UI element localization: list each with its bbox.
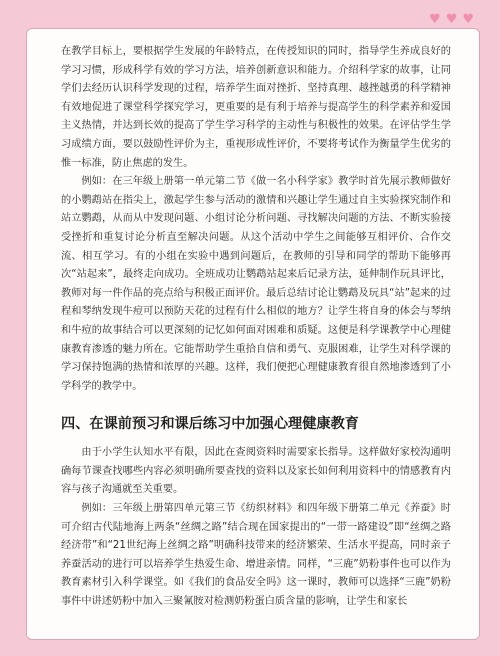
document-page: [26, 28, 480, 640]
heart-icon: ♥: [445, 12, 458, 27]
heart-icon: ♥: [429, 12, 441, 27]
paragraph-example-parrot: 例如：在三年级上册第一单元第二节《做一名小科学家》教学时首先展示教师做好的小鹦鹉站在指尖上，激起学生参与活动的激情和兴趣让学生通过自主实验探究制作和站立鹦鹉，从而从中发现问题、小组讨论分析问题、寻找解决问题的方法、不断实验接受挫折和重复讨论分析直至解决问题。从这个活动中学生之间能够互相评价、合作交流、相互学习。有的小组在实验中遇到问题后，在教师的引导和同学的帮助下能够再次“站起来”，最终走向成功。全班成功让鹦鹉站起来后记录方法，延伸制作玩具评比，教师对每一件作品的亮点给与积极正面评价。最后总结讨论让鹦鹉及玩具“站”起来的过程和琴纳发现牛痘可以预防天花的过程有什么相似的地方？让学生将自身的体会与琴纳和牛痘的故事结合可以更深刻的记忆如何面对困难和质疑。这便是科学课教学中心理健康教育渗透的魅力所在。它能帮助学生重拾自信和勇气、克服困难，让学生对科学课的学习保持饱满的热情和浓厚的兴趣。这样，我们便把心理健康教育很自然地渗透到了小学科学的教学中。: [61, 176, 451, 392]
section-heading: 四、在课前预习和课后练习中加强心理健康教育: [61, 416, 359, 433]
article-body: [61, 43, 451, 612]
paragraph-teaching-goals: 在教学目标上，要根据学生发展的年龄特点，在传授知识的同时，指导学生养成良好的学习习惯，形成科学有效的学习方法，培养创新意识和能力。介绍科学家的故事，让同学们去经历认识科学发现的过程，培养学生面对挫折、坚持真理、越挫越勇的科学精神有效地促进了课堂科学探究学习，更重要的是有利于培养与提高学生的科学素养和爱国主义热情，并达到长效的提高了学生学习科学的主动性与积极性的效果。在评估学生学习成绩方面，要以鼓励性评价为主，重视形成性评价，不要将考试作为衡量学生优劣的惟一标准，防止焦虑的发生。: [61, 46, 451, 169]
paragraph-example-silk-road: 例如：三年级上册第四单元第三节《纺织材料》和四年级下册第二单元《养蚕》时可介绍古代陆地海上两条“丝绸之路”结合现在国家提出的“一带一路建设”即“丝绸之路经济带”和“21世纪海上丝绸之路”明确科技带来的经济繁荣、生活水平提高，同时亲子养蚕活动的进行可以培养学生热爱生命、增进亲情。同样，“三鹿”奶粉事件也可以作为教育素材引入科学课堂。如《我们的食品安全吗》这一课时，教师可以选择“三鹿”奶粉事件中讲述奶粉中加入三聚氰胺对检测奶粉蛋白质含量的影响，让学生和家长: [61, 503, 451, 608]
heart-icon: ♥: [462, 12, 474, 27]
heart-decoration: [429, 13, 474, 26]
paragraph-parent-guidance: 由于小学生认知水平有限，因此在查阅资料时需要家长指导。这样做好家校沟通明确每节课查找哪些内容必须明确所要查找的资料以及家长如何利用资料中的情感教育内容与孩子沟通就至关重要。: [61, 447, 451, 496]
